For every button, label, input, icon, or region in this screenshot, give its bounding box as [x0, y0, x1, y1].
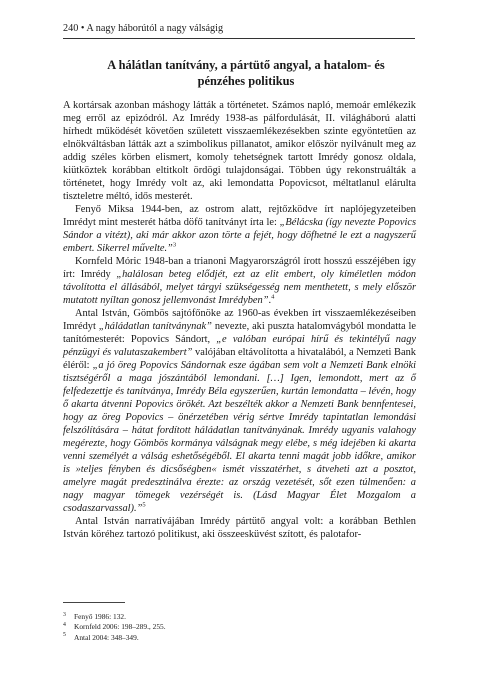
- antal-quote-1: „háládatlan tanítványnak”: [98, 321, 212, 332]
- footnotes: [63, 612, 416, 643]
- footnote-text: Antal 2004: 348–349.: [74, 632, 139, 642]
- header-separator: •: [80, 23, 85, 34]
- kornfeld-quote: „halálosan beteg elődjét, ezt az elit embert, oly kíméletlen módon távolította el állásából, melyet tárgyi szükségesség nem menthetett, s mely először mutatott nyíltan gonosz jellemvonást Imrédyben”: [63, 269, 417, 306]
- paragraph-5: Antal István narratívájában Imrédy pártütő angyal volt: a korábban Bethlen István köréhez tartozó politikust, aki összeesküvést szított, és palotafor-: [63, 516, 416, 540]
- footnote: 4 Kornfeld 2006: 198–289., 255.: [63, 621, 166, 632]
- paragraph-4: [63, 307, 416, 515]
- fenyo-quote: „Bélácska (így nevezte Popovics Sándor a vitézt), aki már akkor azon törte a fejét, hogy döfhetné le ezt a nagyszerű embert. Sikerrel művelte.”: [63, 217, 416, 254]
- paragraph-3: [63, 255, 416, 307]
- body-text: [63, 99, 416, 541]
- header-divider: [63, 38, 415, 39]
- footnote: 3 Fenyő 1986: 132.: [63, 611, 126, 621]
- paragraph-3-end: .: [268, 295, 272, 306]
- footnote-ref-3: 3: [172, 241, 177, 249]
- paragraph-3-text: Kornfeld Móric 1948-ban a trianoni Magyarországról írott hosszú esszéjében így írt: Imrédy: [63, 256, 416, 280]
- paragraph-2-text: Fenyő Miksa 1944-ben, az ostrom alatt, rejtőzködve írt naplójegyzeteiben Imrédyt mint mesterét hátba döfő tanítványt írta le:: [63, 204, 416, 228]
- footnote-text: Fenyő 1986: 132.: [74, 612, 126, 621]
- page-number: 240: [63, 23, 79, 34]
- paragraph-4-text-b: nevezte, aki puszta hatalomvágyból mondatta le tanítómesterét: Popovics Sándort,: [63, 321, 416, 345]
- paragraph-4-text-a: Antal István, Gömbös sajtófőnöke az 1960-as években írt visszaemlékezéseiben Imrédyt: [63, 308, 416, 332]
- paragraph-2: [63, 203, 416, 255]
- antal-quote-3: „a jó öreg Popovics Sándornak esze ágában sem volt a Nemzeti Bank elnöki tisztségéről a maga jószántából lemondani. […] Igen, lemondott, mert az ő felfedezettje és tanítványa, Imrédy Béla egyszerűen, kurtán lemondatta – lévén, hogy ő akarta átvenni Popovics örökét. Azt beszélték akkor a Nemzeti Bank bennfentesei, hogy az öreg Popovics – önérzetében vérig sértve Imrédy tapintatlan lemondási felszólítására – hátat fordított háládatlan tanítványának. Imrédy ugyanis valahogy megérezte, hogy Gömbös kormánya válságnak megy elébe, s még idejében ki akarta venni személyét a válság eshetőségéből. El akarta tenni magát jobb időkre, amikor is »teljes fényben és dicsőségben« ismét visszatérhet, s átveheti azt a posztot, amelyre magát predesztinálva érezte: az ország vezetését, sőt ezen túlmenően: a nagy magyar tömegek vezérségét is. (Lásd Magyar Élet Mozgalom a csodaszarvassal).”: [63, 360, 416, 514]
- chapter-title-line-2: pénzéhes politikus: [197, 73, 295, 88]
- chapter-title-line-1: A hálátlan tanítvány, a pártütő angyal, a hatalom- és: [107, 58, 385, 72]
- footnote-ref-5: 5: [142, 501, 146, 509]
- chapter-title: [96, 58, 396, 89]
- running-head: [63, 22, 423, 35]
- running-title: A nagy háborútól a nagy válságig: [86, 23, 224, 34]
- paragraph-1: A kortársak azonban máshogy látták a történetet. Számos napló, memoár emlékezik meg erről az epizódról. Az Imrédy 1938-as pálfordulását, II. világháború alatti hírhedt működését követően született visszaemlékezésekben szinte egyöntetűen az elnökváltásban látták azt a szimbolikus pillanatot, amikor először nyilvánult meg az addig széles körben elismert, komoly tehetségnek tartott Imrédy gonosz oldala, kiütköztek korábban eltitkolt ördögi tulajdonságai. Többen úgy rekonstruálták a történetet, hogy Imrédy volt az, aki lemondatta Popovicsot, méltatlanul elárulta tiszteletre méltó, idős mesterét.: [63, 100, 416, 202]
- footnote-divider: [63, 602, 125, 603]
- footnote-text: Kornfeld 2006: 198–289., 255.: [74, 622, 166, 632]
- footnote: 5 Antal 2004: 348–349.: [63, 632, 139, 642]
- footnote-ref-4: 4: [271, 293, 275, 301]
- paragraph-4-text-c: valójában eltávolította a hivatalából, a Nemzeti Bank éléről:: [63, 347, 416, 371]
- antal-quote-2: „e valóban európai hírű és tekintélyű nagy pénzügyi és valutaszakembert”: [63, 334, 416, 358]
